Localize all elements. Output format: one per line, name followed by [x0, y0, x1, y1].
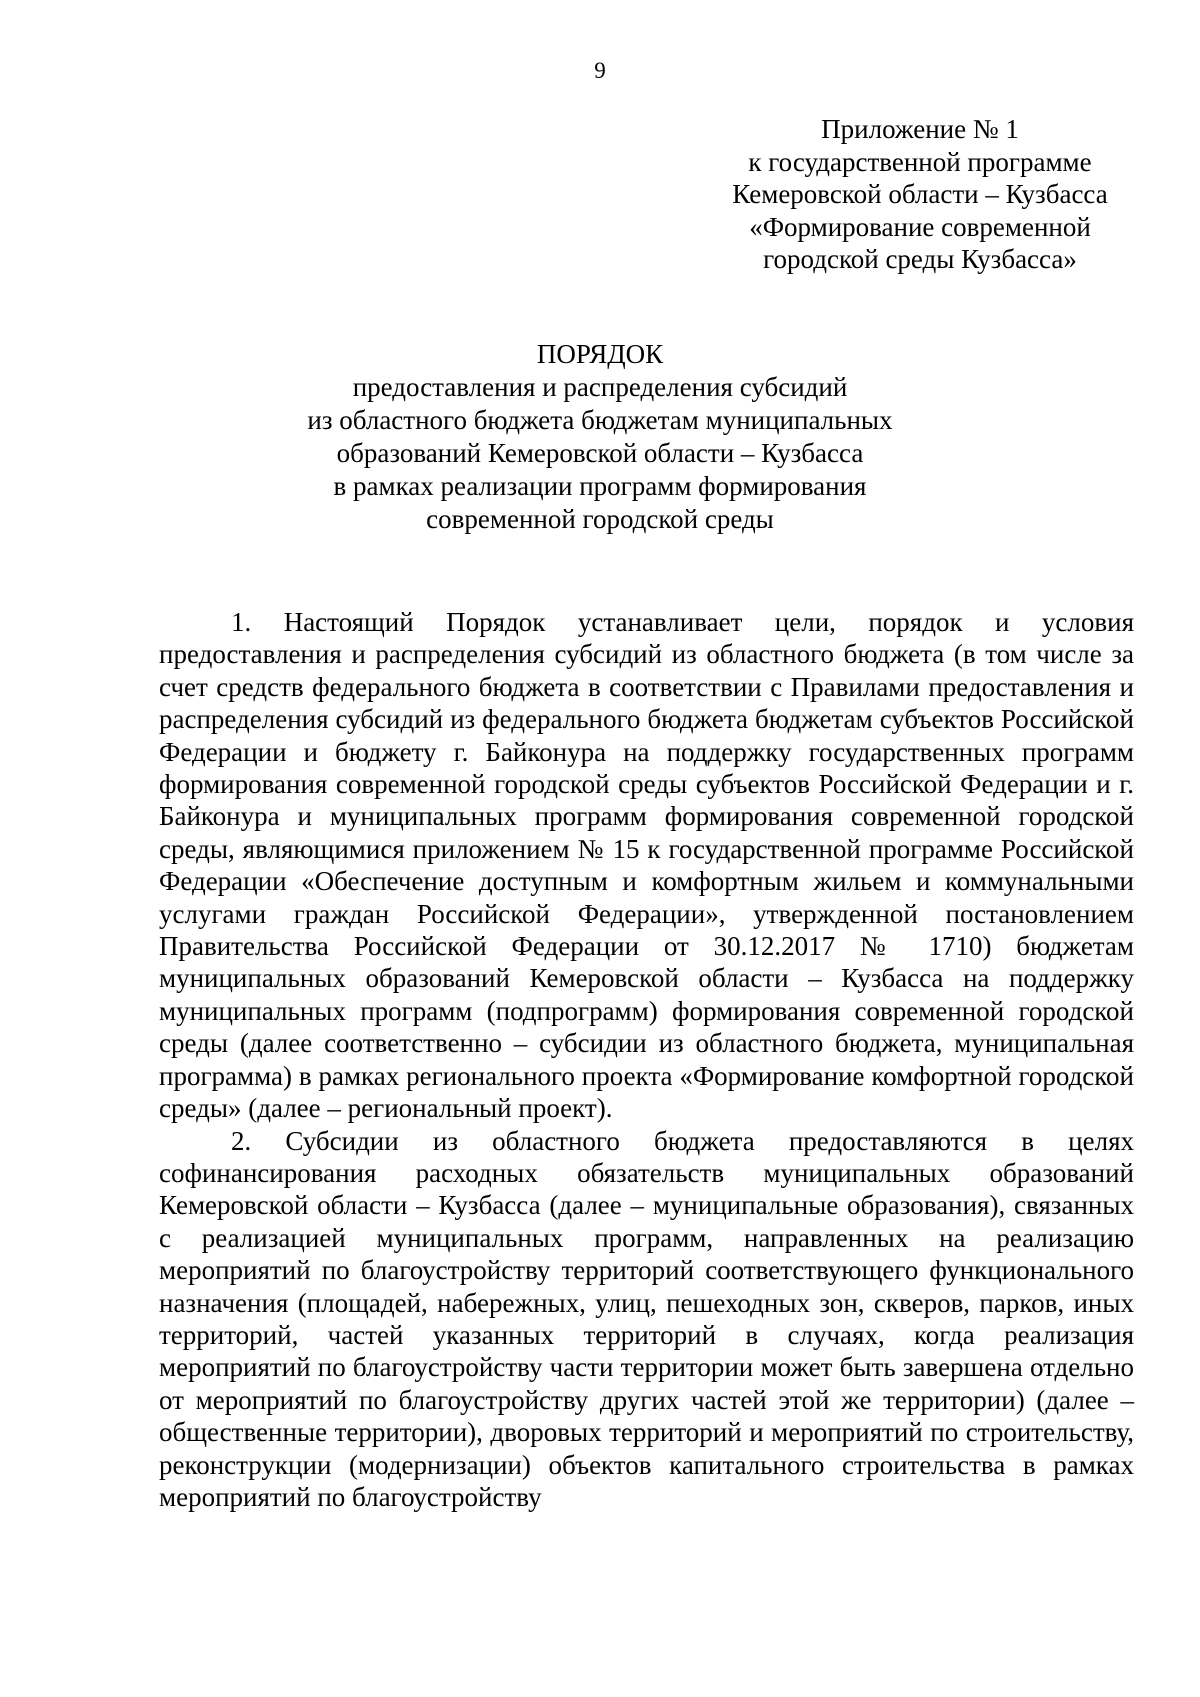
document-title [0, 338, 1200, 536]
appendix-line: Приложение № 1 [821, 114, 1019, 144]
appendix-block [700, 113, 1140, 276]
body-text [159, 606, 1134, 1513]
paragraph-2: 2. Субсидии из областного бюджета предоставляются в целях софинансирования расходных обязательств муниципальных образований Кемеровской области – Кузбасса (далее – муниципальные образования), связанных с реализацией муниципальных программ, направленных на реализацию мероприятий по благоустройству территорий соответствующего функционального назначения (площадей, набережных, улиц, пешеходных зон, скверов, парков, иных территорий, частей указанных территорий в случаях, когда реализация мероприятий по благоустройству части территории может быть завершена отдельно от мероприятий по благоустройству других частей этой же территории) (далее – общественные территории), дворовых территорий и мероприятий по строительству, реконструкции (модернизации) объектов капитального строительства в рамках мероприятий по благоустройству [159, 1125, 1134, 1512]
title-line: образований Кемеровской области – Кузбасса [336, 438, 864, 468]
title-heading: ПОРЯДОК [536, 339, 664, 369]
title-line: из областного бюджета бюджетам муниципальных [307, 405, 893, 435]
title-line: в рамках реализации программ формирования [333, 471, 867, 501]
appendix-line: к государственной программе [748, 146, 1092, 177]
title-line: современной городской среды [426, 504, 774, 534]
appendix-line: «Формирование современной [749, 211, 1091, 242]
appendix-line: городской среды Кузбасса» [763, 244, 1077, 274]
paragraph-1: 1. Настоящий Порядок устанавливает цели, порядок и условия предоставления и распределения субсидий из областного бюджета (в том числе за счет средств федерального бюджета в соответствии с Правилами предоставления и распределения субсидий из федерального бюджета бюджетам субъектов Российской Федерации и бюджету г. Байконура на поддержку государственных программ формирования современной городской среды субъектов Российской Федерации и г. Байконура и муниципальных программ формирования современной городской среды, являющимися приложением № 15 к государственной программе Российской Федерации «Обеспечение доступным и комфортным жильем и коммунальными услугами граждан Российской Федерации», утвержденной постановлением Правительства Российской Федерации от 30.12.2017 № 1710) бюджетам муниципальных образований Кемеровской области – Кузбасса на поддержку муниципальных программ (подпрограмм) формирования современной городской среды (далее соответственно – субсидии из областного бюджета, муниципальная программа) в рамках регионального проекта «Формирование комфортной городской среды» (далее – региональный проект). [159, 607, 1134, 1124]
appendix-line: Кемеровской области – Кузбасса [732, 179, 1108, 209]
title-line: предоставления и распределения субсидий [352, 372, 848, 402]
page-number: 9 [594, 58, 606, 83]
